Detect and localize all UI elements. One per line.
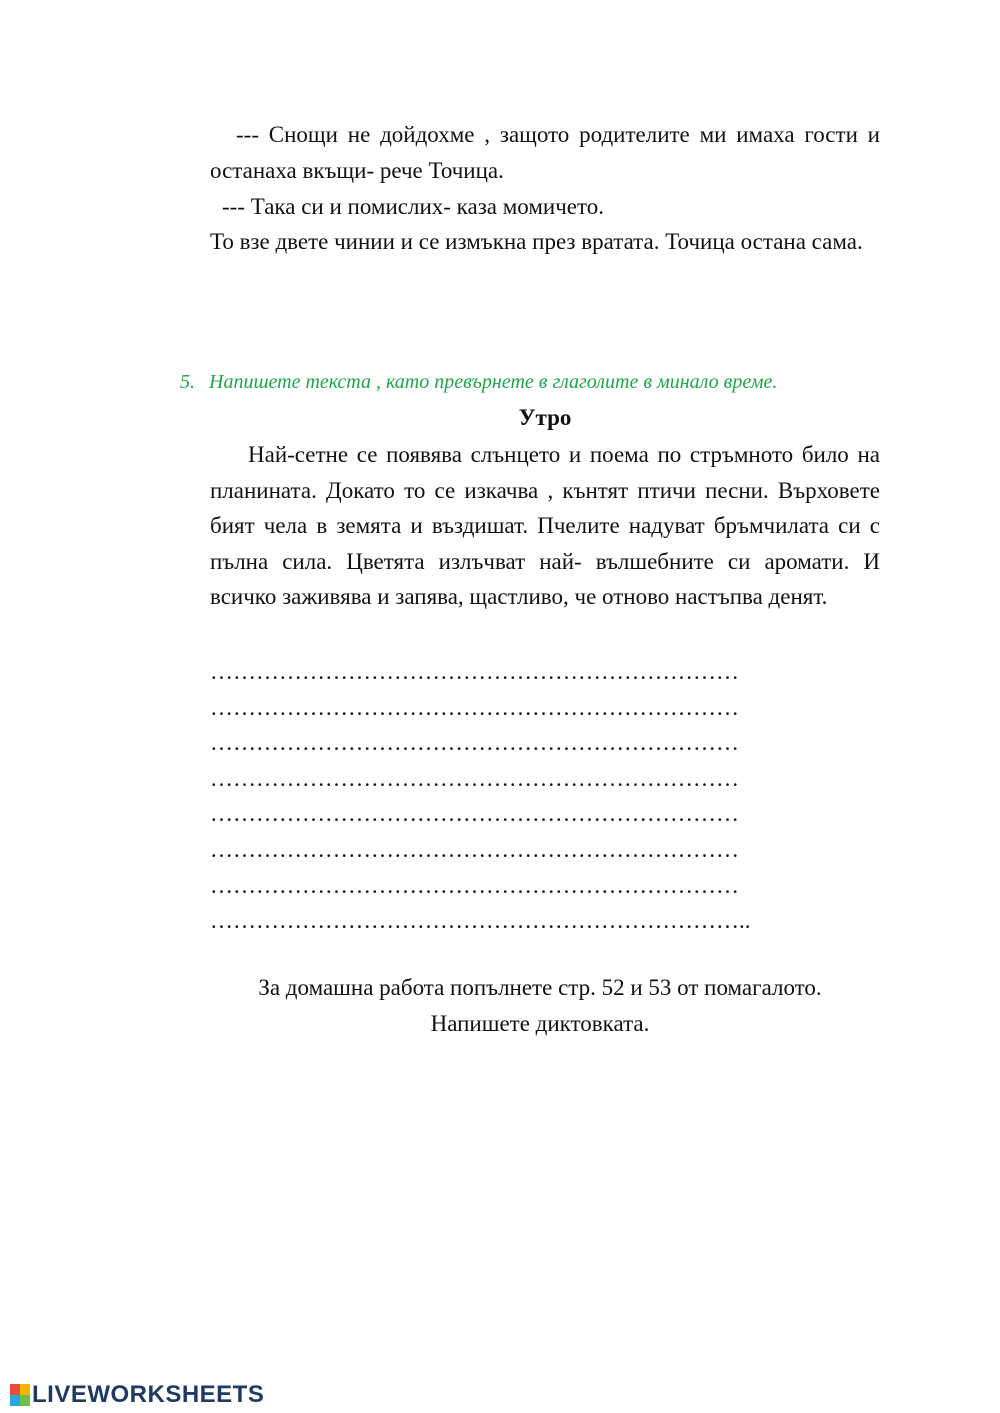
task-instruction: [180, 367, 900, 397]
dialogue-line-2: --- Така си и помислих- каза момичето.: [222, 194, 604, 219]
dialogue-line-1: --- Снощи не дойдохме , защото родителите ми имаха гости и останаха вкъщи- рече Точица.: [210, 122, 880, 183]
answer-line-6[interactable]: ……………………………………………………………: [210, 836, 739, 862]
liveworksheets-logo-icon: [10, 1384, 30, 1406]
liveworksheets-logo: [10, 1381, 264, 1409]
task-text: Напишете текста , като превърнете в глаголите в минало време.: [209, 371, 778, 393]
narration-paragraph: То взе двете чинии и се измъкна през вратата. Точица остана сама.: [210, 229, 863, 254]
answer-line-2[interactable]: ……………………………………………………………: [210, 694, 739, 720]
answer-line-8[interactable]: ……………………………………………………………..: [210, 908, 751, 934]
homework-line-2: Напишете диктовката.: [430, 1011, 650, 1036]
homework-note: [190, 970, 890, 1042]
answer-line-1[interactable]: ……………………………………………………………: [210, 659, 739, 684]
answer-line-4[interactable]: ……………………………………………………………: [210, 765, 739, 791]
answer-line-7[interactable]: ……………………………………………………………: [210, 872, 739, 898]
answer-line-3[interactable]: ……………………………………………………………: [210, 730, 739, 756]
answer-line-5[interactable]: ……………………………………………………………: [210, 801, 739, 827]
homework-line-1: За домашна работа попълнете стр. 52 и 53 от помагалото.: [258, 975, 822, 1000]
answer-area[interactable]: [210, 654, 860, 939]
story-title: Утро: [518, 405, 572, 430]
logo-text: LIVEWORKSHEETS: [32, 1381, 265, 1408]
story-text: Най-сетне се появява слънцето и поема по стръмното било на планината. Докато то се изкачва , кънтят птичи песни. Върховете бият чела в земята и въздишат. Пчелите надуват бръмчилата си с пълна сила. Цветята излъчват най- вълшебните си аромати. И всичко заживява и запява, щастливо, че отново настъпва денят.: [210, 442, 880, 609]
task-number: 5.: [180, 371, 195, 393]
